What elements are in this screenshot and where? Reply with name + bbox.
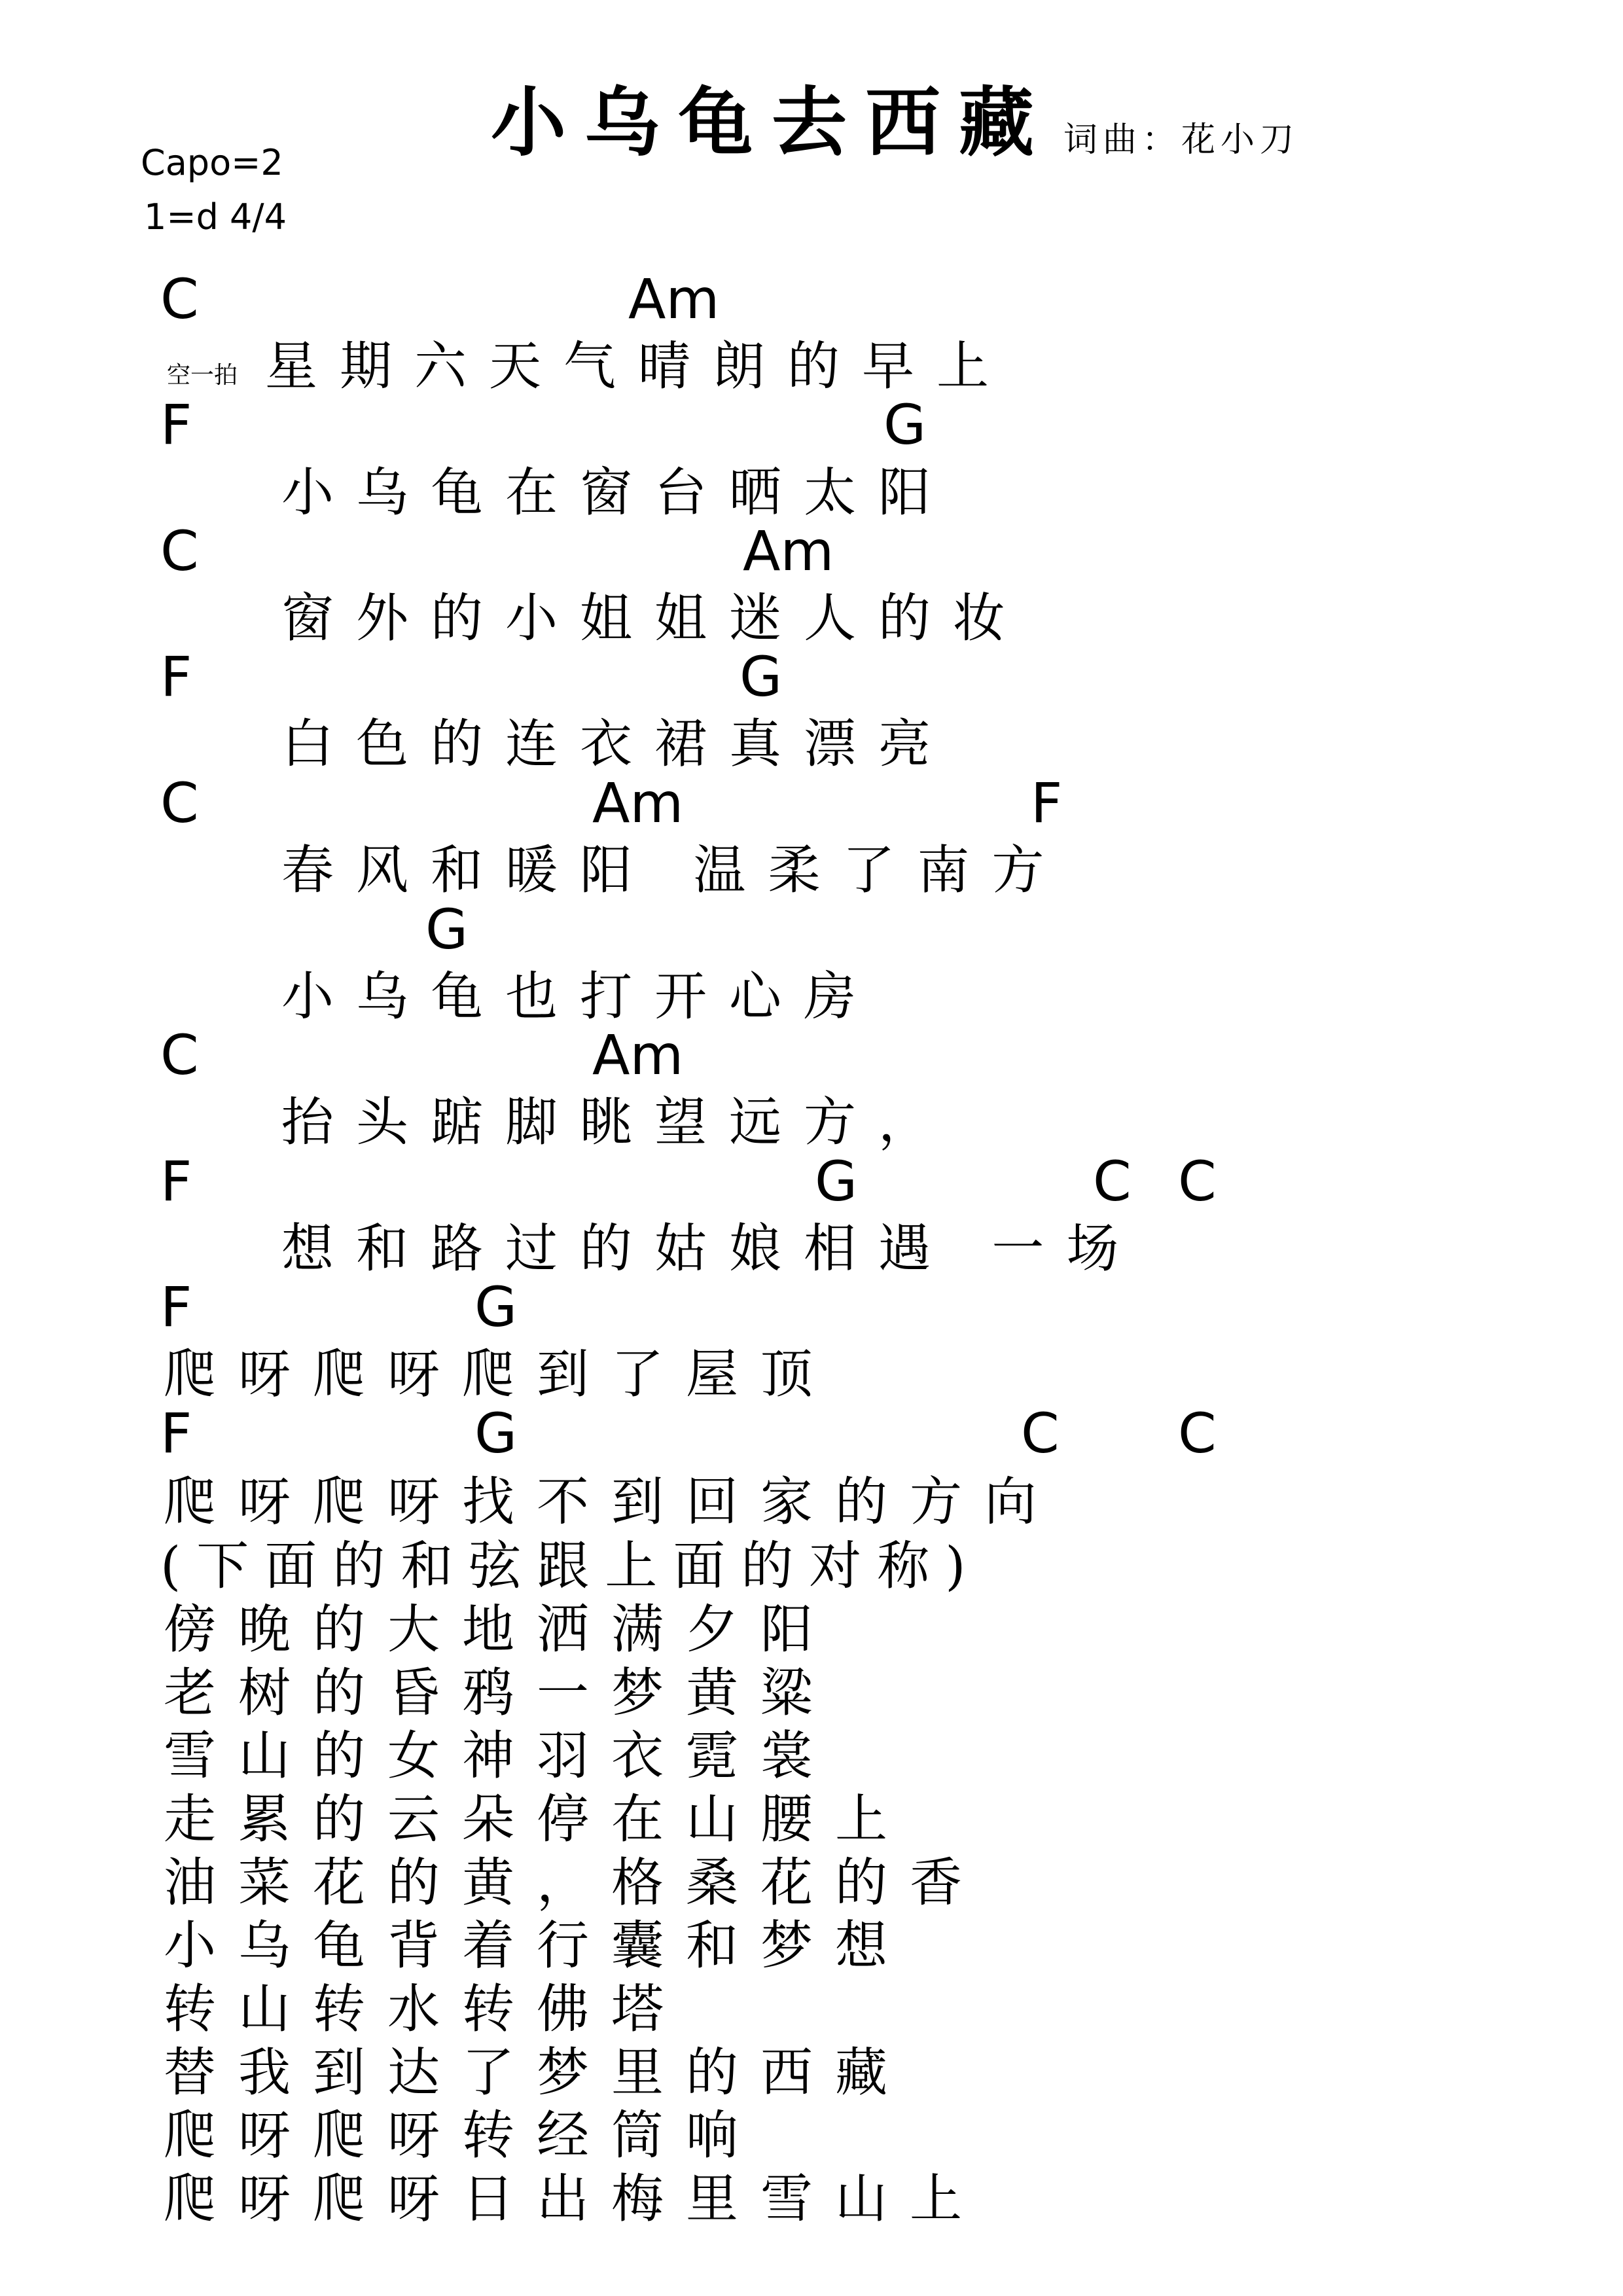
chord: F (160, 1149, 192, 1213)
lyric-line: 爬呀爬呀找不到回家的方向 (164, 1471, 1059, 1532)
chord: Am (592, 1023, 684, 1087)
chord: F (1031, 771, 1063, 835)
chord: F (160, 1275, 192, 1339)
lyric-line: 转山转水转佛塔 (164, 1979, 686, 2039)
lyric-line: 白色的连衣裙真漂亮 (281, 713, 953, 774)
lyric-line: 爬呀爬呀爬到了屋顶 (164, 1344, 835, 1405)
song-title: 小乌龟去西藏 (491, 79, 1053, 167)
chord: C (1021, 1401, 1060, 1465)
lyric-line: 傍晚的大地洒满夕阳 (164, 1599, 835, 1660)
rest-note: 空一拍 (167, 362, 238, 389)
chord: Am (743, 519, 834, 583)
chord: C (160, 267, 199, 331)
chord: Am (628, 267, 720, 331)
chord: Am (592, 771, 684, 835)
songwriter-credit: 词曲：花小刀 (1063, 120, 1300, 160)
chord: G (425, 897, 469, 961)
lyric-line: 走累的云朵停在山腰上 (164, 1789, 910, 1850)
lyric-line: 星期六天气晴朗的早上 (265, 336, 1011, 397)
key-time-signature: 1=d 4/4 (144, 196, 287, 238)
lyric-line: 替我到达了梦里的西藏 (164, 2042, 910, 2103)
lyric-line: 想和路过的姑娘相遇 一场 (281, 1218, 1141, 1279)
lyric-line: 老树的昏鸦一梦黄粱 (164, 1662, 835, 1723)
chord: G (740, 645, 783, 709)
lyric-line: 爬呀爬呀转经筒响 (164, 2105, 760, 2166)
lyric-line: 小乌龟在窗台晒太阳 (281, 462, 953, 523)
lyric-line: 春风和暖阳 温柔了南方 (281, 840, 1067, 901)
lyric-line: 窗外的小姐姐迷人的妆 (281, 588, 1027, 649)
chord: C (160, 1023, 199, 1087)
chord: C (1178, 1149, 1217, 1213)
chord: C (1093, 1149, 1132, 1213)
lyric-line: 油菜花的黄，格桑花的香 (164, 1852, 984, 1913)
chord: G (474, 1275, 518, 1339)
chord: C (160, 519, 199, 583)
lyric-line: 抬头踮脚眺望远方， (281, 1092, 953, 1153)
lyric-line: 小乌龟也打开心房 (281, 966, 878, 1027)
chord: F (160, 393, 192, 457)
chord: C (1178, 1401, 1217, 1465)
chord: G (474, 1401, 518, 1465)
lyric-line: 雪山的女神羽衣霓裳 (164, 1725, 835, 1786)
chord: F (160, 645, 192, 709)
chord: G (815, 1149, 858, 1213)
lyric-line: 小乌龟背着行囊和梦想 (164, 1915, 910, 1976)
chord-note: (下面的和弦跟上面的对称) (160, 1535, 982, 1596)
chord: F (160, 1401, 192, 1465)
capo-info: Capo=2 (141, 142, 283, 183)
chord: C (160, 771, 199, 835)
lyric-line: 爬呀爬呀日出梅里雪山上 (164, 2168, 984, 2229)
chord: G (883, 393, 927, 457)
